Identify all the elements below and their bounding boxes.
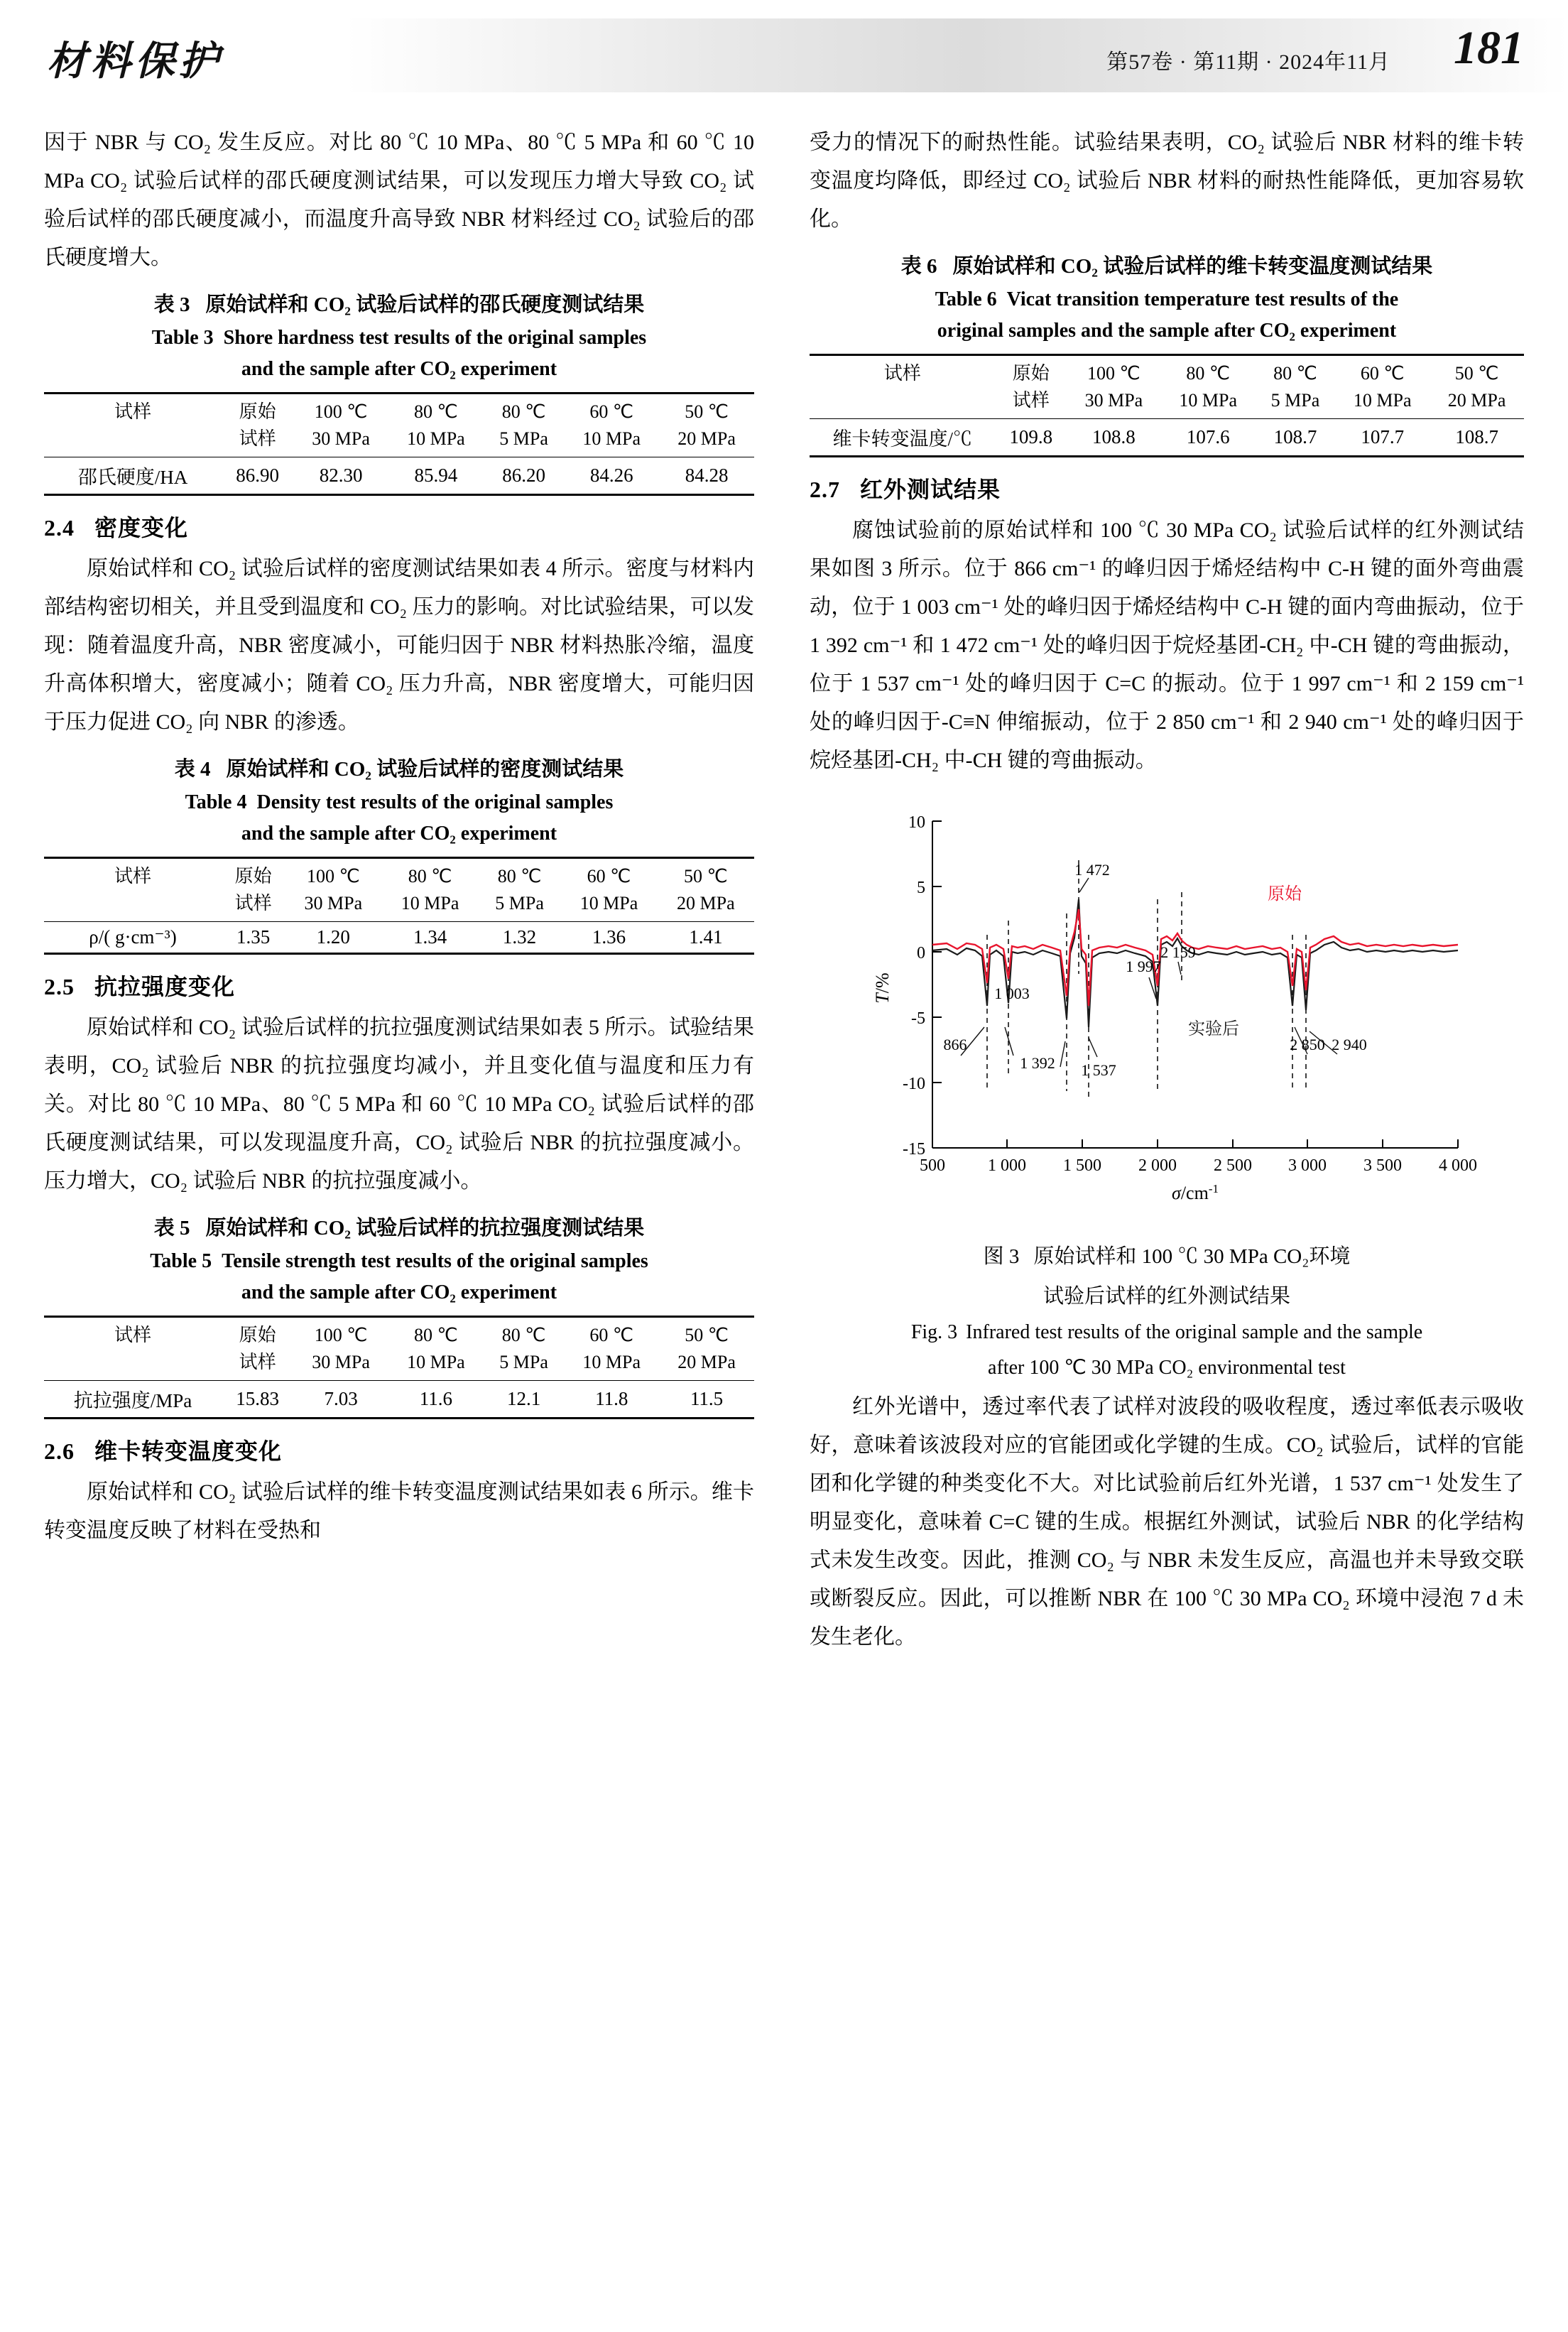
table-6-cell: 108.7 bbox=[1256, 419, 1336, 457]
header-line-1: 试样 bbox=[114, 1325, 151, 1345]
page-number: 181 bbox=[1454, 22, 1524, 74]
table-6-title-en-1: Vicat transition temperature test results of the bbox=[1006, 288, 1399, 310]
header-line-2: 5 MPa bbox=[1270, 390, 1320, 411]
figure-3-caption-en-l1 bbox=[810, 1317, 1524, 1348]
table-4-cell: 1.20 bbox=[285, 922, 381, 954]
peak-label-2159: 2 159 bbox=[1160, 943, 1196, 961]
peak-label-2850: 2 850 bbox=[1290, 1036, 1325, 1053]
table-4-title-cn: 原始试样和 CO₂ 试验后试样的密度测试结果 bbox=[226, 758, 624, 781]
header-line-2: 10 MPa bbox=[407, 1352, 465, 1372]
figure-3-title-en-1: Infrared test results of the original sample and the sample bbox=[966, 1321, 1423, 1343]
table-5-title-en-1: Tensile strength test results of the original samples bbox=[222, 1250, 648, 1272]
table-6-header-cell bbox=[1430, 355, 1524, 419]
header-line-2: 5 MPa bbox=[499, 1352, 548, 1372]
figure-3-canvas bbox=[810, 793, 1524, 1233]
header-line-1: 原始 bbox=[234, 866, 272, 886]
table-4-caption-en-l2: and the sample after CO₂ experiment bbox=[241, 823, 557, 845]
peak-label-1997: 1 997 bbox=[1126, 958, 1161, 975]
table-3-caption-en-l2: and the sample after CO₂ experiment bbox=[241, 358, 557, 380]
table-5-cell: 11.8 bbox=[564, 1381, 659, 1419]
header-line-1: 80 ℃ bbox=[414, 1325, 458, 1345]
table-3-caption-cn bbox=[44, 288, 754, 321]
table-3-block bbox=[44, 288, 754, 496]
header-line-2: 20 MPa bbox=[677, 893, 735, 913]
header-line-2: 10 MPa bbox=[401, 893, 459, 913]
figure-3-title-cn-1: 原始试样和 100 ℃ 30 MPa CO₂环境 bbox=[1033, 1245, 1351, 1268]
header-line-2: 10 MPa bbox=[579, 893, 638, 913]
table-3-cell: 84.26 bbox=[564, 457, 659, 495]
header-line-2: 10 MPa bbox=[407, 428, 465, 449]
header-line-1: 80 ℃ bbox=[408, 866, 452, 886]
table-4-cell: 1.35 bbox=[222, 922, 285, 954]
table-4-header-cell bbox=[381, 858, 478, 922]
header-line-2: 10 MPa bbox=[1179, 390, 1238, 411]
table-5-block bbox=[44, 1212, 754, 1419]
x-tick-label: 2 500 bbox=[1214, 1156, 1252, 1175]
table-6-cell: 107.7 bbox=[1335, 419, 1430, 457]
peak-label-1003: 1 003 bbox=[994, 985, 1030, 1002]
table-3-title-en-1: Shore hardness test results of the original samples bbox=[223, 327, 647, 349]
table-4-cell: 1.34 bbox=[381, 922, 478, 954]
figure-3 bbox=[810, 793, 1524, 1384]
table-5-label-cn: 表 5 bbox=[153, 1217, 190, 1240]
paragraph-infrared: 腐蚀试验前的原始试样和 100 ℃ 30 MPa CO₂ 试验后试样的红外测试结果如图 3 所示。位于 866 cm⁻¹ 的峰归因于烯烃结构中 C-H 键的面外弯曲震动，位于 1 003 cm⁻¹ 处的峰归因于烯烃结构中 C-H 键的面内弯曲振动，位于 1 392 cm⁻¹ 和 1 472 cm⁻¹ 处的峰归因于烷烃基团-CH₂ 中-CH 键的弯曲振动，位于 1 537 cm⁻¹ 处的峰归因于 C=C 的振动。位于 1 997 cm⁻¹ 和 2 159 cm⁻¹ 处的峰归因于-C≡N 伸缩振动，位于 2 850 cm⁻¹ 和 2 940 cm⁻¹ 处的峰归因于烷烃基团-CH₂ 中-CH 键的弯曲振动。 bbox=[810, 519, 1524, 772]
table-5 bbox=[44, 1316, 754, 1419]
table-5-cell: 15.83 bbox=[222, 1381, 293, 1419]
table-5-cell: 7.03 bbox=[293, 1381, 388, 1419]
header-line-1: 50 ℃ bbox=[685, 401, 729, 422]
x-tick-label: 1 500 bbox=[1063, 1156, 1101, 1175]
table-5-header-cell bbox=[659, 1317, 754, 1381]
table-4-cell: 1.36 bbox=[560, 922, 657, 954]
table-5-title-cn: 原始试样和 CO₂ 试验后试样的抗拉强度测试结果 bbox=[205, 1217, 645, 1240]
paragraph-tensile: 原始试样和 CO₂ 试验后试样的抗拉强度测试结果如表 5 所示。试验结果表明，CO₂ 试验后 NBR 的抗拉强度均减小，并且变化值与温度和压力有关。对比 80 ℃ 10 MPa、80 ℃ 5 MPa 和 60 ℃ 10 MPa CO₂ 试验后试样的邵氏硬度测试结果，可以发现温度升高，CO₂ 试验后 NBR 的抗拉强度减小。压力增大，CO₂ 试验后 NBR 的抗拉强度减小。 bbox=[44, 1016, 754, 1193]
header-line-1: 60 ℃ bbox=[589, 401, 634, 422]
section-heading-2-5 bbox=[44, 969, 754, 1002]
header-line-2: 5 MPa bbox=[499, 428, 548, 449]
paragraph-continuation: 因于 NBR 与 CO₂ 发生反应。对比 80 ℃ 10 MPa、80 ℃ 5 MPa 和 60 ℃ 10 MPa CO₂ 试验后试样的邵氏硬度测试结果，可以发现压力增大导致 CO₂ 试验后试样的邵氏硬度减小，而温度升高导致 NBR 材料经过 CO₂ 试验后的邵氏硬度增大。 bbox=[44, 131, 754, 269]
table-4 bbox=[44, 857, 754, 955]
y-axis-label: T/% bbox=[872, 972, 893, 1004]
header-line-2: 20 MPa bbox=[677, 1352, 736, 1372]
table-4-header-cell bbox=[222, 858, 285, 922]
table-5-header-cell bbox=[293, 1317, 388, 1381]
y-tick-label: -5 bbox=[911, 1009, 925, 1028]
table-4-header-cell bbox=[560, 858, 657, 922]
issue-info: 第57卷 · 第11期 · 2024年11月 bbox=[1106, 50, 1390, 74]
section-heading-2-4 bbox=[44, 510, 754, 543]
x-tick-label: 1 000 bbox=[988, 1156, 1026, 1175]
y-tick-label: -15 bbox=[903, 1140, 925, 1159]
header-line-1: 60 ℃ bbox=[589, 1325, 634, 1345]
page-header bbox=[0, 0, 1568, 107]
section-number: 2.6 bbox=[44, 1438, 75, 1464]
table-5-caption-cn bbox=[44, 1212, 754, 1244]
header-line-1: 100 ℃ bbox=[314, 401, 368, 422]
table-5-label-en: Table 5 bbox=[150, 1250, 212, 1272]
table-4-row-label: ρ/( g·cm⁻³) bbox=[44, 922, 222, 954]
table-5-caption-en-l1 bbox=[44, 1246, 754, 1277]
table-6-row-label: 维卡转变温度/℃ bbox=[810, 419, 996, 457]
table-row bbox=[44, 457, 754, 495]
paragraph-discussion: 红外光谱中，透过率代表了试样对波段的吸收程度，透过率低表示吸收好，意味着该波段对应的官能团或化学键的生成。CO₂ 试验后，试样的官能团和化学键的种类变化不大。对比试验前后红外光谱，1 537 cm⁻¹ 处发生了明显变化，意味着 C=C 键的生成。根据红外测试，试验后 NBR 的化学结构式未发生改变。因此，推测 CO₂ 与 NBR 未发生反应，高温也并未导致交联或断裂反应。因此，可以推断 NBR 在 100 ℃ 30 MPa CO₂ 环境中浸泡 7 d 未发生老化。 bbox=[810, 1395, 1524, 1649]
table-6-cell: 109.8 bbox=[996, 419, 1067, 457]
table-6-header-cell bbox=[1335, 355, 1430, 419]
section-heading-2-7 bbox=[810, 472, 1524, 504]
table-6-caption-cn bbox=[810, 250, 1524, 283]
table-3-header-cell bbox=[293, 394, 388, 457]
table-row bbox=[44, 922, 754, 954]
peak-label-2940: 2 940 bbox=[1332, 1036, 1367, 1053]
x-tick-label: 2 000 bbox=[1138, 1156, 1177, 1175]
table-6-header-cell bbox=[810, 355, 996, 419]
section-heading-2-6 bbox=[44, 1433, 754, 1466]
table-3 bbox=[44, 392, 754, 496]
section-title: 维卡转变温度变化 bbox=[94, 1438, 283, 1464]
infrared-spectrum-chart bbox=[847, 793, 1486, 1233]
peak-label-1392: 1 392 bbox=[1020, 1054, 1055, 1072]
header-line-1: 试样 bbox=[114, 866, 151, 886]
table-4-caption-cn bbox=[44, 753, 754, 786]
y-tick-label: 0 bbox=[917, 944, 925, 962]
header-line-1: 50 ℃ bbox=[683, 866, 728, 886]
figure-3-label-en: Fig. 3 bbox=[910, 1321, 958, 1343]
header-line-1: 100 ℃ bbox=[306, 866, 360, 886]
table-4-header-cell bbox=[285, 858, 381, 922]
table-3-header-cell bbox=[44, 394, 222, 457]
header-line-1: 原始 bbox=[239, 401, 276, 422]
header-line-2: 30 MPa bbox=[312, 1352, 370, 1372]
table-4-title-en-1: Density test results of the original samples bbox=[256, 791, 614, 813]
y-tick-label: 5 bbox=[917, 879, 925, 897]
table-3-caption-en-l1 bbox=[44, 322, 754, 354]
table-4-label-cn: 表 4 bbox=[174, 758, 211, 781]
header-line-2: 10 MPa bbox=[582, 1352, 641, 1372]
table-3-cell: 86.20 bbox=[484, 457, 565, 495]
table-5-cell: 11.5 bbox=[659, 1381, 754, 1419]
x-axis-label: $\sigma/cm^{-1}$ bbox=[1172, 1181, 1219, 1203]
figure-3-caption-cn-l1 bbox=[810, 1240, 1524, 1273]
table-3-cell: 82.30 bbox=[293, 457, 388, 495]
header-line-1: 原始 bbox=[1012, 363, 1050, 384]
peak-label-866: 866 bbox=[943, 1036, 967, 1053]
table-3-label-en: Table 3 bbox=[151, 327, 214, 349]
table-3-header-cell bbox=[659, 394, 754, 457]
table-row bbox=[44, 1381, 754, 1419]
header-line-2: 10 MPa bbox=[582, 428, 641, 449]
x-tick-label: 500 bbox=[920, 1156, 945, 1175]
x-tick-label: 3 500 bbox=[1363, 1156, 1402, 1175]
table-5-row-label: 抗拉强度/MPa bbox=[44, 1381, 222, 1419]
paragraph-vicat-start: 原始试样和 CO₂ 试验后试样的维卡转变温度测试结果如表 6 所示。维卡转变温度反映了材料在受热和 bbox=[44, 1480, 754, 1542]
table-5-caption-en-l2: and the sample after CO₂ experiment bbox=[241, 1281, 557, 1303]
header-line-1: 80 ℃ bbox=[497, 866, 542, 886]
header-line-1: 60 ℃ bbox=[587, 866, 631, 886]
header-line-1: 试样 bbox=[114, 401, 151, 422]
table-4-cell: 1.32 bbox=[479, 922, 561, 954]
table-6-header-cell bbox=[1067, 355, 1161, 419]
table-5-header-cell bbox=[388, 1317, 484, 1381]
header-line-1: 100 ℃ bbox=[1087, 363, 1140, 384]
header-line-2: 试样 bbox=[239, 428, 276, 449]
table-6-block bbox=[810, 250, 1524, 457]
table-3-cell: 86.90 bbox=[222, 457, 293, 495]
section-number: 2.4 bbox=[44, 515, 75, 541]
table-5-cell: 12.1 bbox=[484, 1381, 565, 1419]
header-line-2: 试样 bbox=[1012, 390, 1050, 411]
section-number: 2.5 bbox=[44, 974, 75, 999]
table-6 bbox=[810, 354, 1524, 457]
figure-3-caption-cn-l2: 试验后试样的红外测试结果 bbox=[1042, 1285, 1290, 1308]
table-3-title-cn: 原始试样和 CO₂ 试验后试样的邵氏硬度测试结果 bbox=[205, 293, 645, 316]
table-5-header-cell bbox=[44, 1317, 222, 1381]
table-5-cell: 11.6 bbox=[388, 1381, 484, 1419]
table-6-cell: 108.8 bbox=[1067, 419, 1161, 457]
table-5-header-cell bbox=[222, 1317, 293, 1381]
y-tick-label: -10 bbox=[903, 1075, 925, 1093]
table-row bbox=[810, 419, 1524, 457]
table-3-header-cell bbox=[222, 394, 293, 457]
header-line-2: 10 MPa bbox=[1353, 390, 1412, 411]
header-line-1: 50 ℃ bbox=[685, 1325, 729, 1345]
table-4-header-cell bbox=[658, 858, 754, 922]
series-label-after-test: 实验后 bbox=[1188, 1020, 1239, 1038]
table-3-header-cell bbox=[484, 394, 565, 457]
table-4-caption-en-l1 bbox=[44, 787, 754, 818]
header-line-2: 试样 bbox=[234, 893, 272, 913]
section-title: 密度变化 bbox=[94, 515, 189, 541]
series-label-original: 原始 bbox=[1268, 885, 1302, 904]
peak-label-1537: 1 537 bbox=[1081, 1061, 1116, 1079]
table-4-header-cell bbox=[479, 858, 561, 922]
table-3-cell: 85.94 bbox=[388, 457, 484, 495]
table-6-title-cn: 原始试样和 CO₂ 试验后试样的维卡转变温度测试结果 bbox=[952, 255, 1433, 278]
header-line-2: 30 MPa bbox=[1084, 390, 1143, 411]
table-6-caption-en-l2: original samples and the sample after CO₂ experiment bbox=[937, 320, 1397, 342]
header-line-1: 50 ℃ bbox=[1454, 363, 1499, 384]
table-3-label-cn: 表 3 bbox=[153, 293, 190, 316]
left-column bbox=[44, 124, 754, 1551]
header-line-1: 100 ℃ bbox=[314, 1325, 368, 1345]
header-line-1: 60 ℃ bbox=[1360, 363, 1405, 384]
table-3-row-label: 邵氏硬度/HA bbox=[44, 457, 222, 495]
figure-3-caption-en-l2: after 100 ℃ 30 MPa CO₂ environmental test bbox=[988, 1357, 1346, 1379]
table-6-label-cn: 表 6 bbox=[900, 255, 937, 278]
table-5-header-cell bbox=[564, 1317, 659, 1381]
table-4-cell: 1.41 bbox=[658, 922, 754, 954]
table-3-header-cell bbox=[564, 394, 659, 457]
header-line-1: 80 ℃ bbox=[414, 401, 458, 422]
peak-label-1472: 1 472 bbox=[1074, 861, 1110, 879]
paragraph-vicat-continued: 受力的情况下的耐热性能。试验结果表明，CO₂ 试验后 NBR 材料的维卡转变温度均降低，即经过 CO₂ 试验后 NBR 材料的耐热性能降低，更加容易软化。 bbox=[810, 131, 1524, 231]
header-line-2: 20 MPa bbox=[677, 428, 736, 449]
header-line-2: 20 MPa bbox=[1447, 390, 1506, 411]
section-title: 抗拉强度变化 bbox=[94, 974, 236, 999]
section-number: 2.7 bbox=[810, 477, 840, 502]
table-6-cell: 107.6 bbox=[1161, 419, 1256, 457]
table-6-label-en: Table 6 bbox=[935, 288, 997, 310]
table-6-cell: 108.7 bbox=[1430, 419, 1524, 457]
header-line-2: 试样 bbox=[239, 1352, 276, 1372]
table-6-header-cell bbox=[1256, 355, 1336, 419]
table-6-header-cell bbox=[996, 355, 1067, 419]
y-tick-label: 10 bbox=[908, 813, 925, 832]
header-line-1: 80 ℃ bbox=[501, 401, 546, 422]
table-6-header-cell bbox=[1161, 355, 1256, 419]
table-3-header-cell bbox=[388, 394, 484, 457]
table-4-block bbox=[44, 753, 754, 955]
header-line-1: 原始 bbox=[239, 1325, 276, 1345]
header-line-2: 30 MPa bbox=[304, 893, 363, 913]
table-4-label-en: Table 4 bbox=[185, 791, 247, 813]
paragraph-density: 原始试样和 CO₂ 试验后试样的密度测试结果如表 4 所示。密度与材料内部结构密切相关，并且受到温度和 CO₂ 压力的影响。对比试验结果，可以发现：随着温度升高，NBR 密度减小，可能归因于 NBR 材料热胀冷缩，温度升高体积增大，密度减小；随着 CO₂ 压力升高，NBR 密度增大，可能归因于压力促进 CO₂ 向 NBR 的渗透。 bbox=[44, 557, 754, 734]
section-title: 红外测试结果 bbox=[860, 477, 1001, 502]
x-tick-label: 3 000 bbox=[1288, 1156, 1327, 1175]
header-line-1: 80 ℃ bbox=[501, 1325, 546, 1345]
figure-3-label-cn: 图 3 bbox=[983, 1245, 1020, 1268]
table-4-header-cell bbox=[44, 858, 222, 922]
table-6-caption-en-l1 bbox=[810, 284, 1524, 315]
x-tick-label: 4 000 bbox=[1439, 1156, 1477, 1175]
table-3-cell: 84.28 bbox=[659, 457, 754, 495]
header-line-1: 试样 bbox=[883, 363, 921, 384]
two-column-body bbox=[0, 107, 1568, 1658]
journal-logo: 材料保护 bbox=[47, 40, 223, 84]
header-line-1: 80 ℃ bbox=[1273, 363, 1317, 384]
header-line-2: 5 MPa bbox=[495, 893, 544, 913]
header-line-1: 80 ℃ bbox=[1186, 363, 1231, 384]
header-line-2: 30 MPa bbox=[312, 428, 370, 449]
table-5-header-cell bbox=[484, 1317, 565, 1381]
right-column bbox=[810, 124, 1524, 1658]
